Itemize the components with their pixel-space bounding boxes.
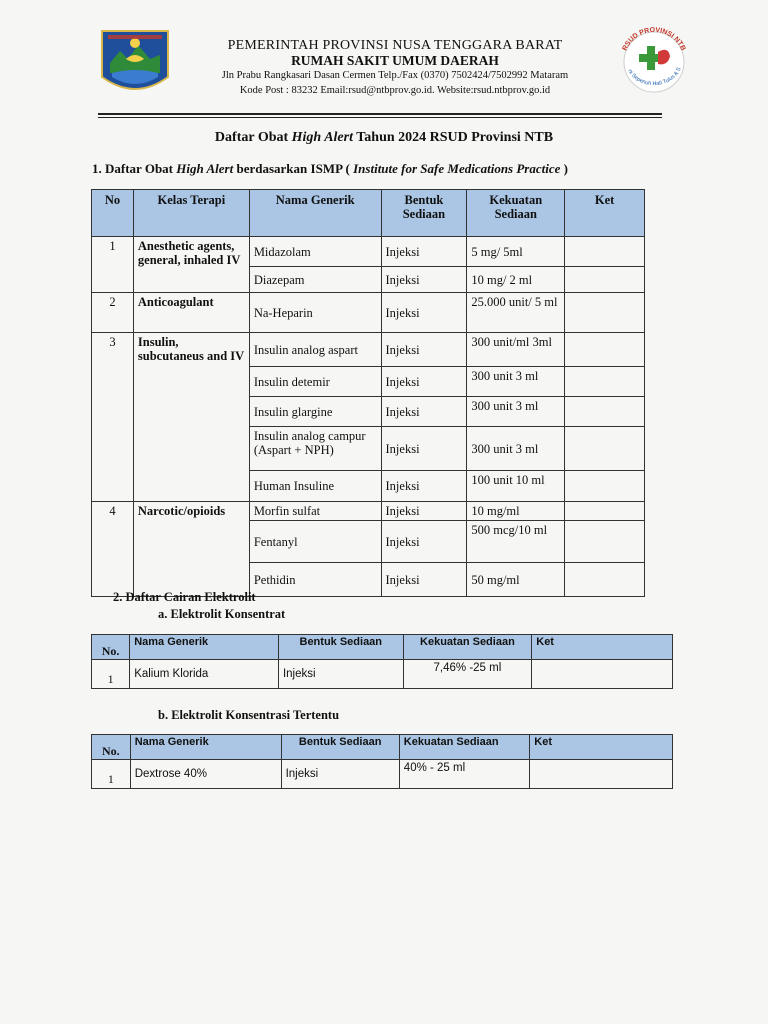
row-nama: Kalium Klorida — [130, 660, 279, 689]
row-ket — [565, 267, 645, 293]
row-nama: Na-Heparin — [249, 293, 381, 333]
row-nama: Fentanyl — [249, 521, 381, 563]
table-row — [92, 237, 645, 267]
row-ket — [565, 427, 645, 471]
section-2-heading: 2. Daftar Cairan Elektrolit — [113, 590, 256, 604]
section-2b-heading: b. Elektrolit Konsentrasi Tertentu — [158, 708, 340, 722]
row-nama: Insulin analog campur (Aspart + NPH) — [249, 427, 381, 471]
row-ket — [565, 333, 645, 367]
header-kelas-terapi: Kelas Terapi — [133, 190, 249, 237]
table-row — [92, 293, 645, 333]
row-nama: Insulin glargine — [249, 397, 381, 427]
table-header-row — [92, 735, 673, 760]
letterhead-divider-thick — [98, 113, 662, 115]
table-header-row — [92, 635, 673, 660]
row-ket — [530, 760, 673, 789]
row-kekuatan: 5 mg/ 5ml — [467, 237, 565, 267]
section-1-heading: 1. Daftar Obat High Alert berdasarkan ISMP ( Institute for Safe Medications Practice ) — [92, 161, 568, 176]
row-bentuk: Injeksi — [278, 660, 403, 689]
row-bentuk: Injeksi — [381, 471, 467, 502]
hospital-cross-emblem-icon — [614, 26, 694, 94]
header-bentuk-sediaan: Bentuk Sediaan — [281, 735, 399, 760]
header-bentuk-sediaan: Bentuk Sediaan — [381, 190, 467, 237]
row-ket — [532, 660, 673, 689]
header-no: No — [92, 190, 134, 237]
row-bentuk: Injeksi — [381, 267, 467, 293]
row-ket — [565, 563, 645, 597]
government-name: PEMERINTAH PROVINSI NUSA TENGGARA BARAT — [227, 38, 563, 53]
section-2a-heading: a. Elektrolit Konsentrat — [158, 607, 286, 621]
hospital-contact: Kode Post : 83232 Email:rsud@ntbprov.go.id. Website:rsud.ntbprov.go.id — [239, 85, 551, 96]
row-nama: Pethidin — [249, 563, 381, 597]
row-no: 4 — [92, 502, 134, 597]
row-bentuk: Injeksi — [381, 367, 467, 397]
row-no: 1 — [92, 660, 130, 689]
header-kekuatan-sediaan: Kekuatan Sediaan — [399, 735, 529, 760]
electrolyte-concentrate-table — [91, 634, 673, 689]
header-ket: Ket — [565, 190, 645, 237]
row-bentuk: Injeksi — [381, 427, 467, 471]
header-ket: Ket — [530, 735, 673, 760]
logo-text-top: RSUD PROVINSI NTB — [621, 26, 687, 52]
table-row — [92, 333, 645, 367]
letterhead-divider-thin — [98, 117, 662, 118]
header-nama-generik: Nama Generik — [130, 635, 279, 660]
hospital-address: Jln Prabu Rangkasari Dasan Cermen Telp./Fax (0370) 7502424/7502992 Mataram — [221, 70, 569, 81]
letterhead — [185, 38, 605, 98]
high-alert-drug-table — [91, 189, 645, 597]
row-ket — [565, 237, 645, 267]
table-row — [92, 660, 673, 689]
row-ket — [565, 397, 645, 427]
row-kekuatan: 50 mg/ml — [467, 563, 565, 597]
header-nama-generik: Nama Generik — [249, 190, 381, 237]
electrolyte-specific-concentration-table — [91, 734, 673, 789]
table-row — [92, 502, 645, 521]
row-kelas: Anesthetic agents, general, inhaled IV — [133, 237, 249, 293]
row-kekuatan: 10 mg/ml — [467, 502, 565, 521]
row-bentuk: Injeksi — [381, 563, 467, 597]
row-bentuk: Injeksi — [381, 237, 467, 267]
document-title: Daftar Obat High Alert Tahun 2024 RSUD Provinsi NTB — [214, 130, 554, 145]
row-kekuatan: 300 unit 3 ml — [467, 397, 565, 427]
row-kekuatan: 300 unit 3 ml — [467, 427, 565, 471]
table-header-row — [92, 190, 645, 237]
row-nama: Human Insuline — [249, 471, 381, 502]
row-nama: Midazolam — [249, 237, 381, 267]
row-kelas: Anticoagulant — [133, 293, 249, 333]
row-kekuatan: 300 unit/ml 3ml — [467, 333, 565, 367]
row-no: 1 — [92, 760, 131, 789]
row-kekuatan: 40% - 25 ml — [399, 760, 529, 789]
row-bentuk: Injeksi — [381, 293, 467, 333]
row-nama: Insulin analog aspart — [249, 333, 381, 367]
row-nama: Insulin detemir — [249, 367, 381, 397]
row-no: 1 — [92, 237, 134, 293]
row-bentuk: Injeksi — [381, 521, 467, 563]
logo-text-bottom: ni Sepenuh Hati Tulus & S — [626, 66, 683, 88]
header-ket: Ket — [532, 635, 673, 660]
row-bentuk: Injeksi — [381, 397, 467, 427]
row-kekuatan: 300 unit 3 ml — [467, 367, 565, 397]
row-bentuk: Injeksi — [381, 502, 467, 521]
row-kelas: Narcotic/opioids — [133, 502, 249, 597]
table-row — [92, 760, 673, 789]
row-kekuatan: 25.000 unit/ 5 ml — [467, 293, 565, 333]
hospital-name: RUMAH SAKIT UMUM DAERAH — [291, 53, 499, 68]
row-nama: Dextrose 40% — [130, 760, 281, 789]
row-ket — [565, 471, 645, 502]
row-ket — [565, 293, 645, 333]
row-kekuatan: 10 mg/ 2 ml — [467, 267, 565, 293]
header-no: No. — [92, 735, 131, 760]
header-kekuatan-sediaan: Kekuatan Sediaan — [403, 635, 532, 660]
row-bentuk: Injeksi — [281, 760, 399, 789]
row-kekuatan: 7,46% -25 ml — [403, 660, 532, 689]
row-kekuatan: 100 unit 10 ml — [467, 471, 565, 502]
row-no: 2 — [92, 293, 134, 333]
row-kelas: Insulin, subcutaneus and IV — [133, 333, 249, 502]
row-kekuatan: 500 mcg/10 ml — [467, 521, 565, 563]
header-bentuk-sediaan: Bentuk Sediaan — [278, 635, 403, 660]
header-no: No. — [92, 635, 130, 660]
header-kekuatan-sediaan: Kekuatan Sediaan — [467, 190, 565, 237]
row-bentuk: Injeksi — [381, 333, 467, 367]
provincial-emblem-icon — [98, 29, 172, 99]
row-ket — [565, 521, 645, 563]
row-ket — [565, 367, 645, 397]
row-ket — [565, 502, 645, 521]
header-nama-generik: Nama Generik — [130, 735, 281, 760]
row-nama: Morfin sulfat — [249, 502, 381, 521]
row-no: 3 — [92, 333, 134, 502]
row-nama: Diazepam — [249, 267, 381, 293]
